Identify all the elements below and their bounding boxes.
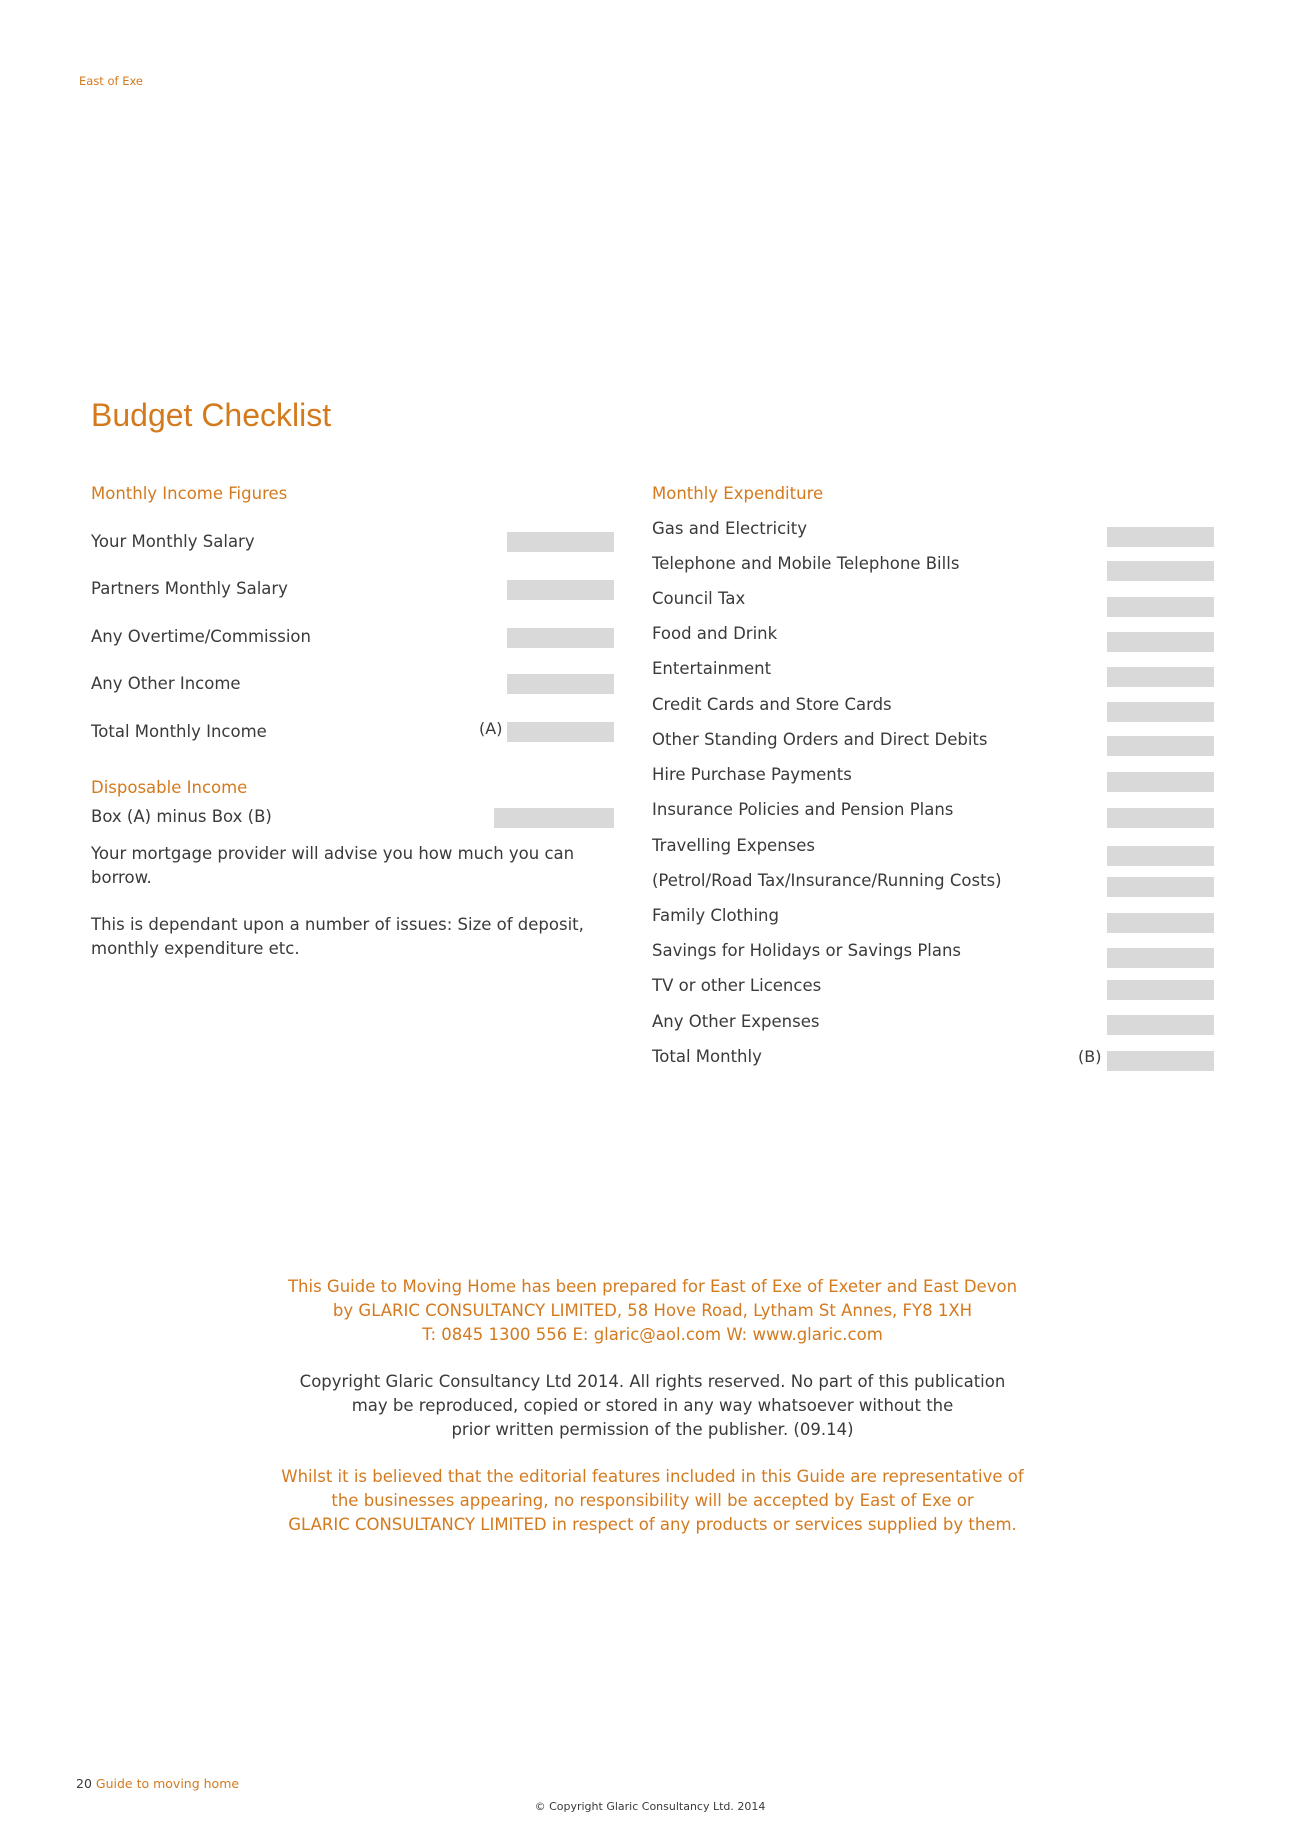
- notice-line: Copyright Glaric Consultancy Ltd 2014. All rights reserved. No part of this publication: [299, 1372, 1006, 1391]
- expenditure-total-box[interactable]: [1107, 1051, 1214, 1071]
- expenditure-input-box[interactable]: [1107, 632, 1214, 652]
- expenditure-input-box[interactable]: [1107, 948, 1214, 968]
- page-title: Budget Checklist: [91, 397, 332, 433]
- disposable-input-box[interactable]: [494, 808, 614, 828]
- income-total-box[interactable]: [507, 722, 614, 742]
- expenditure-input-box[interactable]: [1107, 1015, 1214, 1035]
- dependant-paragraph: [91, 913, 584, 961]
- income-label: Any Other Income: [91, 674, 241, 693]
- contact-line: T: 0845 1300 556 E: glaric@aol.com W: www.glaric.com: [422, 1325, 883, 1344]
- expenditure-input-box[interactable]: [1107, 846, 1214, 866]
- expenditure-label: Other Standing Orders and Direct Debits: [652, 730, 988, 749]
- expenditure-input-box[interactable]: [1107, 877, 1214, 897]
- expenditure-input-box[interactable]: [1107, 913, 1214, 933]
- disclaimer-notice: [250, 1465, 1055, 1537]
- income-input-box[interactable]: [507, 580, 614, 600]
- expenditure-label: Telephone and Mobile Telephone Bills: [652, 554, 960, 573]
- expenditure-label: Insurance Policies and Pension Plans: [652, 800, 954, 819]
- expenditure-input-box[interactable]: [1107, 736, 1214, 756]
- expenditure-label: Hire Purchase Payments: [652, 765, 852, 784]
- box-a-tag: (A): [479, 719, 503, 738]
- notice-line: by GLARIC CONSULTANCY LIMITED, 58 Hove Road, Lytham St Annes, FY8 1XH: [332, 1301, 973, 1320]
- paragraph-line: This is dependant upon a number of issues: Size of deposit,: [91, 915, 584, 934]
- expenditure-label: Any Other Expenses: [652, 1012, 820, 1031]
- expenditure-input-box[interactable]: [1107, 667, 1214, 687]
- paragraph-line: borrow.: [91, 868, 152, 887]
- notice-line: GLARIC CONSULTANCY LIMITED in respect of any products or services supplied by them.: [288, 1515, 1017, 1534]
- income-input-box[interactable]: [507, 628, 614, 648]
- expenditure-input-box[interactable]: [1107, 702, 1214, 722]
- expenditure-label: Family Clothing: [652, 906, 779, 925]
- expenditure-label: Entertainment: [652, 659, 772, 678]
- expenditure-label: Food and Drink: [652, 624, 778, 643]
- expenditure-label: Travelling Expenses: [652, 836, 816, 855]
- header-brand: East of Exe: [79, 74, 144, 88]
- expenditure-label: Savings for Holidays or Savings Plans: [652, 941, 962, 960]
- paragraph-line: Your mortgage provider will advise you how much you can: [91, 844, 575, 863]
- expenditure-input-box[interactable]: [1107, 561, 1214, 581]
- expenditure-input-box[interactable]: [1107, 980, 1214, 1000]
- copyright-notice: [250, 1370, 1055, 1442]
- guide-title: Guide to moving home: [95, 1776, 240, 1791]
- expenditure-label: TV or other Licences: [652, 976, 822, 995]
- income-input-box[interactable]: [507, 532, 614, 552]
- expenditure-total-label: Total Monthly: [652, 1047, 762, 1066]
- income-label: Any Overtime/Commission: [91, 627, 311, 646]
- income-label: Your Monthly Salary: [91, 532, 255, 551]
- disposable-heading: Disposable Income: [91, 778, 248, 797]
- income-total-label: Total Monthly Income: [91, 722, 267, 741]
- notice-line: This Guide to Moving Home has been prepared for East of Exe of Exeter and East Devon: [287, 1277, 1018, 1296]
- expenditure-input-box[interactable]: [1107, 527, 1214, 547]
- expenditure-input-box[interactable]: [1107, 597, 1214, 617]
- page-footer: [76, 1776, 239, 1791]
- notice-line: prior written permission of the publisher. (09.14): [451, 1420, 854, 1439]
- expenditure-label: Credit Cards and Store Cards: [652, 695, 892, 714]
- notice-line: the businesses appearing, no responsibility will be accepted by East of Exe or: [331, 1491, 974, 1510]
- expenditure-input-box[interactable]: [1107, 808, 1214, 828]
- expenditure-heading: Monthly Expenditure: [652, 484, 824, 503]
- expenditure-label: (Petrol/Road Tax/Insurance/Running Costs): [652, 871, 1002, 890]
- footer-copyright: © Copyright Glaric Consultancy Ltd. 2014: [534, 1800, 766, 1813]
- expenditure-label: Council Tax: [652, 589, 746, 608]
- income-input-box[interactable]: [507, 674, 614, 694]
- notice-line: may be reproduced, copied or stored in any way whatsoever without the: [351, 1396, 954, 1415]
- income-heading: Monthly Income Figures: [91, 484, 288, 503]
- prepared-by-notice: [250, 1275, 1055, 1347]
- income-label: Partners Monthly Salary: [91, 579, 288, 598]
- page-number: 20: [76, 1776, 92, 1791]
- mortgage-paragraph: [91, 842, 574, 890]
- paragraph-line: monthly expenditure etc.: [91, 939, 300, 958]
- expenditure-label: Gas and Electricity: [652, 519, 807, 538]
- box-b-tag: (B): [1078, 1047, 1102, 1066]
- expenditure-input-box[interactable]: [1107, 772, 1214, 792]
- notice-line: Whilst it is believed that the editorial features included in this Guide are representative of: [281, 1467, 1024, 1486]
- disposable-formula: Box (A) minus Box (B): [91, 807, 272, 826]
